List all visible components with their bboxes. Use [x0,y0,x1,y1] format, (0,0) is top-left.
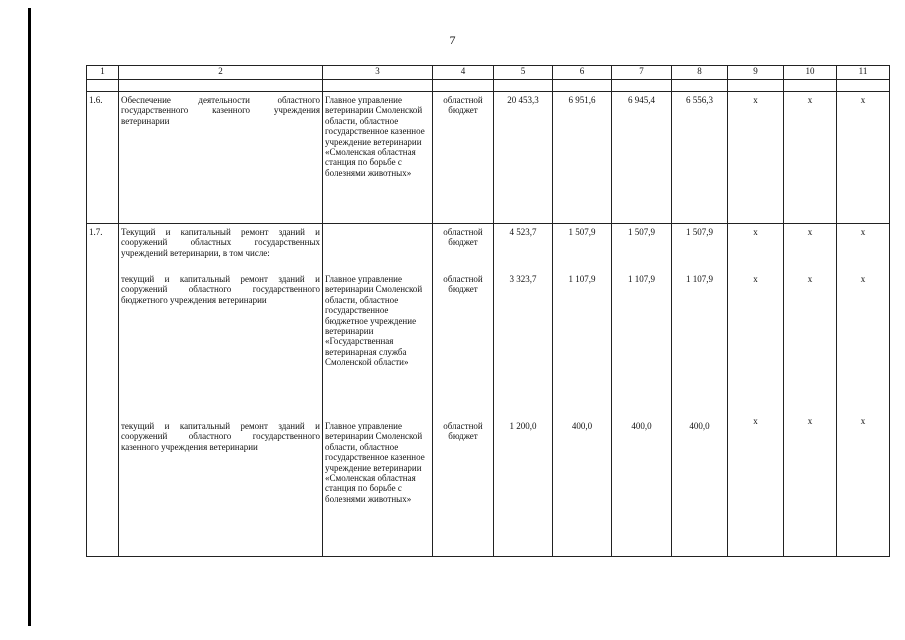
value-col-8: 6 556,3 [672,92,728,224]
table-subrow [87,416,890,557]
value-col-10: х [784,272,837,416]
executor: Главное управление ветеринарии Смоленской области, областное государственное казенное учреждение ветеринарии «Смоленская областная станция по борьбе с болезнями животных» [323,416,433,557]
column-header: 8 [672,66,728,80]
value-col-10: х [784,224,837,273]
value-col-7: 1 507,9 [612,224,672,273]
page-number: 7 [449,33,456,47]
column-header: 11 [837,66,890,80]
executor: Главное управление ветеринарии Смоленской области, областное государственное казенное учреждение ветеринарии «Смоленская областная станция по борьбе с болезнями животных» [323,92,433,224]
value-col-9: х [728,92,784,224]
value-col-9: х [728,416,784,557]
row-number [87,272,119,416]
activity-name: Обеспечение деятельности областного государственного казенного учреждения ветеринарии [119,92,323,224]
funding-source: областной бюджет [433,92,494,224]
value-col-6: 1 507,9 [553,224,612,273]
column-header: 10 [784,66,837,80]
scan-edge-line [28,8,31,626]
value-col-8: 1 107,9 [672,272,728,416]
table-subrow [87,272,890,416]
column-header: 3 [323,66,433,80]
value-col-8: 400,0 [672,416,728,557]
spacer-row [87,80,890,92]
row-number: 1.7. [87,224,119,273]
value-col-9: х [728,224,784,273]
column-header: 7 [612,66,672,80]
column-header: 9 [728,66,784,80]
activity-name: Текущий и капитальный ремонт зданий и сооружений областных государственных учреждений ветеринарии, в том числе: [119,224,323,273]
executor [323,224,433,273]
value-col-5: 1 200,0 [494,416,553,557]
funding-source: областной бюджет [433,224,494,273]
value-col-11: х [837,224,890,273]
column-header: 6 [553,66,612,80]
value-col-5: 3 323,7 [494,272,553,416]
value-col-6: 400,0 [553,416,612,557]
value-col-5: 4 523,7 [494,224,553,273]
value-col-6: 1 107,9 [553,272,612,416]
column-header: 5 [494,66,553,80]
activity-name: текущий и капитальный ремонт зданий и сооружений областного государственного бюджетного учреждения ветеринарии [119,272,323,416]
funding-source: областной бюджет [433,416,494,557]
value-col-11: х [837,416,890,557]
value-col-7: 6 945,4 [612,92,672,224]
value-col-5: 20 453,3 [494,92,553,224]
funding-source: областной бюджет [433,272,494,416]
row-number [87,416,119,557]
row-number: 1.6. [87,92,119,224]
table-row [87,224,890,273]
value-col-9: х [728,272,784,416]
budget-table [86,65,890,557]
table-row [87,92,890,224]
activity-name: текущий и капитальный ремонт зданий и сооружений областного государственного казенного учреждения ветеринарии [119,416,323,557]
column-number-header-row [87,66,890,80]
value-col-11: х [837,92,890,224]
column-header: 4 [433,66,494,80]
value-col-10: х [784,416,837,557]
value-col-8: 1 507,9 [672,224,728,273]
value-col-10: х [784,92,837,224]
value-col-7: 1 107,9 [612,272,672,416]
executor: Главное управление ветеринарии Смоленской области, областное государственное бюджетное учреждение ветеринарии «Государственная ветеринарная служба Смоленской области» [323,272,433,416]
value-col-6: 6 951,6 [553,92,612,224]
value-col-11: х [837,272,890,416]
column-header: 2 [119,66,323,80]
value-col-7: 400,0 [612,416,672,557]
column-header: 1 [87,66,119,80]
